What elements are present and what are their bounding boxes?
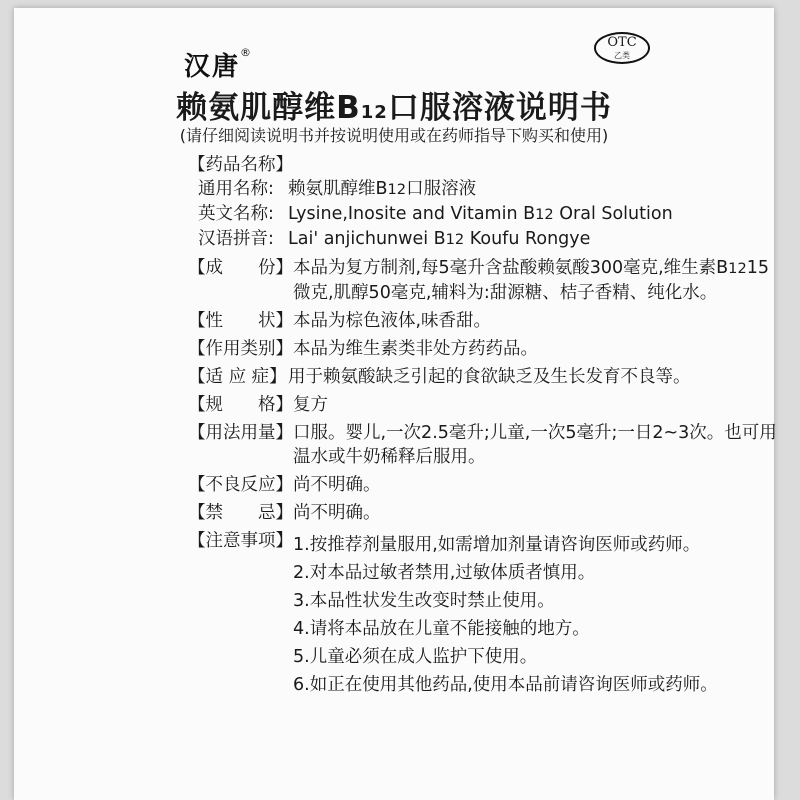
section-contraindications: 【禁 忌】 尚不明确。 xyxy=(188,503,381,523)
section-adverse: 【不良反应】 尚不明确。 xyxy=(188,475,381,495)
section-category: 【作用类别】 本品为维生素类非处方药药品。 xyxy=(188,339,538,359)
list-item: 5. 儿童必须在成人监护下使用。 xyxy=(293,647,538,667)
list-item: 3. 本品性状发生改变时禁止使用。 xyxy=(293,591,555,611)
pinyin-name: Lai' anjichunwei B12 Koufu Rongye xyxy=(288,229,591,249)
trademark: ® xyxy=(240,46,254,59)
list-item: 1. 按推荐剂量服用,如需增加剂量请咨询医师或药师。 xyxy=(293,535,701,555)
row-generic-name: 通用名称: 赖氨肌醇维B12口服溶液 xyxy=(188,177,778,202)
document-subtitle: (请仔细阅读说明书并按说明使用或在药师指导下购买和使用) xyxy=(179,126,609,145)
otc-class: 乙类 xyxy=(614,51,630,60)
english-name: Lysine,Inosite and Vitamin B12 Oral Solution xyxy=(288,204,673,224)
list-item: 6. 如正在使用其他药品,使用本品前请咨询医师或药师。 xyxy=(293,675,718,695)
otc-badge xyxy=(594,32,650,64)
brand-logo: 汉唐® xyxy=(184,46,254,82)
leaflet-body xyxy=(188,153,778,697)
leaflet-sheet xyxy=(14,8,777,800)
section-dosage: 【用法用量】 口服。婴儿,一次2.5毫升;儿童,一次5毫升;一日2~3次。也可用温水或牛奶稀释后服用。 xyxy=(188,423,777,467)
section-spec: 【规 格】 复方 xyxy=(188,395,328,415)
row-english-name: 英文名称: Lysine,Inosite and Vitamin B12 Oral Solution xyxy=(188,202,778,227)
section-ingredients: 【成 份】 本品为复方制剂,每5毫升含盐酸赖氨酸300毫克,维生素B1215微克,肌醇50毫克,辅料为:甜源糖、桔子香精、纯化水。 xyxy=(188,256,778,305)
section-indications: 【适 应 症】 用于赖氨酸缺乏引起的食欲缺乏及生长发育不良等。 xyxy=(188,367,691,387)
otc-label: OTC xyxy=(607,35,637,50)
section-character: 【性 状】 本品为棕色液体,味香甜。 xyxy=(188,311,492,331)
ingredients-text: 本品为复方制剂,每5毫升含盐酸赖氨酸300毫克,维生素B1215微克,肌醇50毫克,辅料为:甜源糖、桔子香精、纯化水。 xyxy=(293,258,770,303)
list-item: 2. 对本品过敏者禁用,过敏体质者慎用。 xyxy=(293,563,596,583)
list-item: 4. 请将本品放在儿童不能接触的地方。 xyxy=(293,619,590,639)
row-pinyin: 汉语拼音: Lai' anjichunwei B12 Koufu Rongye xyxy=(188,227,778,252)
section-drug-name: 【药品名称】 xyxy=(188,155,293,175)
section-precautions: 【注意事项】 1. 按推荐剂量服用,如需增加剂量请咨询医师或药师。 2. 对本品过敏者禁用,过敏体质者慎用。 3. 本品性状发生改变时禁止使用。 4. 请将本品放在儿童不能接触的地方。 5. 儿童必须在成人监护下使用。 6. 如正在使用其他药品,使用本品前请咨询医师或药师。 xyxy=(188,529,778,697)
generic-name: 赖氨肌醇维B12口服溶液 xyxy=(288,179,477,199)
precautions-list xyxy=(293,529,778,697)
document-title: 赖氨肌醇维B12口服溶液说明书 xyxy=(176,90,612,126)
